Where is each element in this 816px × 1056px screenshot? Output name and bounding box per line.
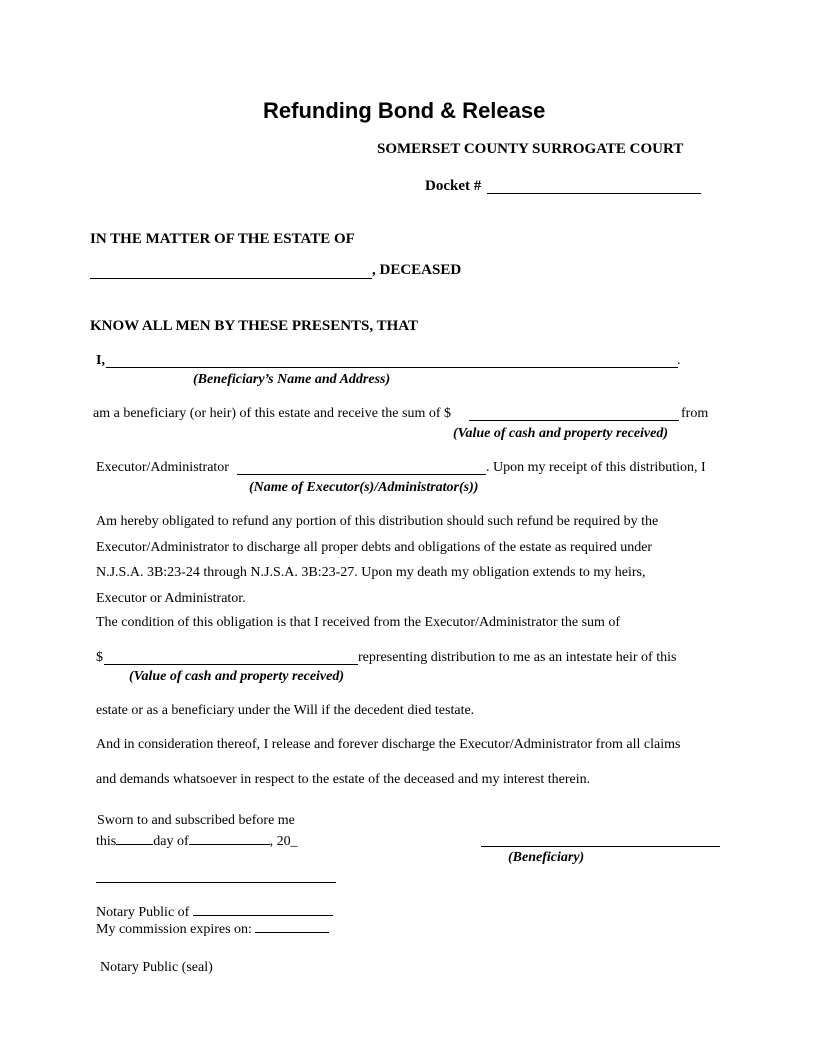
day-of-word: day of	[153, 834, 189, 849]
from-word: from	[681, 406, 709, 421]
executor-tail: . Upon my receipt of this distribution, I	[486, 460, 706, 475]
notary-signature-line[interactable]	[96, 882, 336, 883]
release-line-1: And in consideration thereof, I release and forever discharge the Executor/Administrator from all claims	[96, 737, 681, 752]
dollar-sign: $	[96, 650, 103, 665]
docket-number-field[interactable]	[487, 193, 701, 194]
docket-label: Docket #	[425, 178, 482, 194]
beneficiary-name-address-field[interactable]	[106, 367, 678, 368]
month-field[interactable]	[189, 831, 270, 845]
representing-text: representing distribution to me as an intestate heir of this	[358, 650, 677, 665]
this-word: this	[96, 834, 117, 849]
know-all-heading: KNOW ALL MEN BY THESE PRESENTS, THAT	[90, 318, 419, 334]
value-caption-2: (Value of cash and property received)	[129, 669, 345, 684]
beneficiary-caption: (Beneficiary’s Name and Address)	[193, 372, 391, 387]
estate-testate-line: estate or as a beneficiary under the Will if the decedent died testate.	[96, 703, 475, 718]
court-name: SOMERSET COUNTY SURROGATE COURT	[377, 141, 684, 157]
obligation-line-2: Executor/Administrator to discharge all proper debts and obligations of the estate as required under	[96, 540, 653, 555]
deceased-name-field[interactable]	[90, 278, 372, 279]
executor-name-field[interactable]	[237, 474, 486, 475]
obligation-line-3: N.J.S.A. 3B:23-24 through N.J.S.A. 3B:23-27. Upon my death my obligation extends to my heirs,	[96, 565, 646, 580]
i-label: I,	[96, 353, 105, 368]
obligation-line-4: Executor or Administrator.	[96, 591, 246, 606]
commission-line	[96, 919, 329, 938]
document-title: Refunding Bond & Release	[263, 98, 546, 123]
day-field[interactable]	[116, 831, 153, 845]
deceased-suffix: , DECEASED	[372, 262, 462, 278]
beneficiary-signature-line[interactable]	[481, 846, 720, 847]
beneficiary-sum-text: am a beneficiary (or heir) of this estate and receive the sum of $	[93, 406, 452, 421]
beneficiary-signature-caption: (Beneficiary)	[508, 850, 585, 865]
sum-received-field[interactable]	[469, 420, 679, 421]
notary-state-field[interactable]	[193, 902, 333, 916]
sworn-line: Sworn to and subscribed before me	[97, 813, 295, 828]
commission-expiry-field[interactable]	[255, 919, 329, 933]
condition-line: The condition of this obligation is that I received from the Executor/Administrator the sum of	[96, 615, 621, 630]
executor-caption: (Name of Executor(s)/Administrator(s))	[249, 480, 479, 495]
obligation-line-1: Am hereby obligated to refund any portion of this distribution should such refund be required by the	[96, 514, 659, 529]
value-caption-1: (Value of cash and property received)	[453, 426, 669, 441]
release-line-2: and demands whatsoever in respect to the estate of the deceased and my interest therein.	[96, 772, 591, 787]
notary-seal-label: Notary Public (seal)	[100, 960, 213, 975]
commission-label: My commission expires on:	[96, 922, 252, 937]
estate-heading: IN THE MATTER OF THE ESTATE OF	[90, 231, 355, 247]
date-line	[96, 831, 298, 850]
year-prefix: , 20_	[269, 834, 298, 849]
i-period: .	[677, 353, 681, 368]
distribution-value-field[interactable]	[104, 664, 358, 665]
notary-of-label: Notary Public of	[96, 905, 190, 920]
executor-label: Executor/Administrator	[96, 460, 229, 475]
